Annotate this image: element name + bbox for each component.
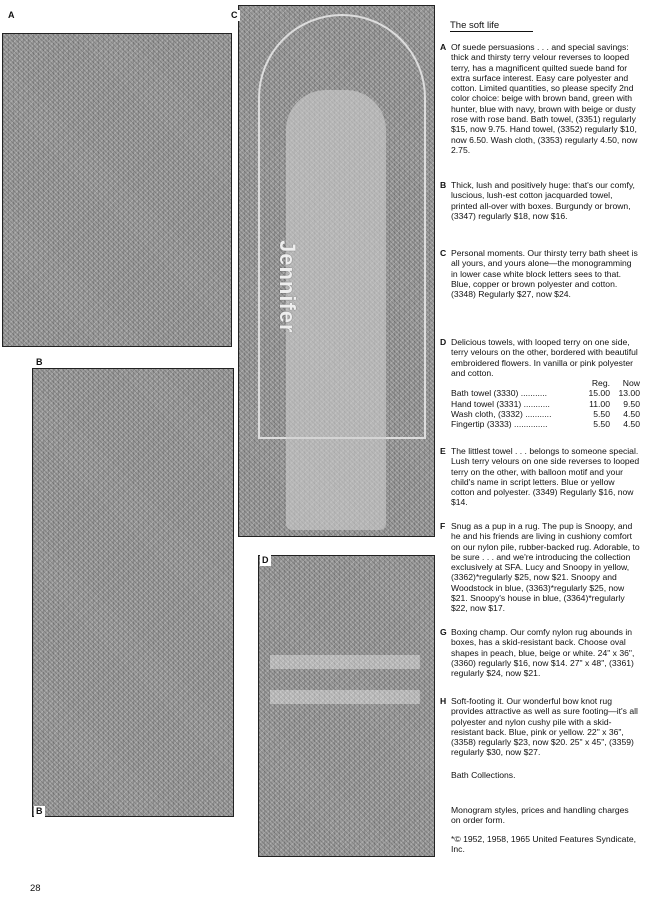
item-letter: F xyxy=(440,521,446,531)
table-row xyxy=(451,409,640,419)
price-reg: 11.00 xyxy=(589,398,610,409)
item-letter: A xyxy=(440,42,447,52)
monogram-note-text: Monogram styles, prices and handling charges on order form. xyxy=(451,805,629,826)
photo-label-b-lower: B xyxy=(36,806,43,816)
item-a xyxy=(440,42,640,155)
photo-label-a: A xyxy=(8,10,15,20)
photo-label-c: C xyxy=(231,10,238,20)
photo-b xyxy=(32,368,234,817)
price-now: 9.50 xyxy=(623,398,640,409)
item-text: Delicious towels, with looped terry on one side, terry velours on the other, bordered with beautiful embroidered flowers. In vanilla or pink polyester and cotton. xyxy=(451,337,638,378)
price-reg: 5.50 xyxy=(593,409,610,420)
item-f xyxy=(440,521,640,614)
table-row xyxy=(451,399,640,409)
item-text: Personal moments. Our thirsty terry bath sheet is all yours, and yours alone—the monogramming in lower case white block letters sees to that. Blue, copper or brown polyester and cotton. (3348) Regularly $27, now $24. xyxy=(451,248,638,300)
photo-d-rug-band-2 xyxy=(270,690,420,704)
item-d xyxy=(440,337,640,430)
price-now: 4.50 xyxy=(623,409,640,420)
copyright-text: *© 1952, 1958, 1965 United Features Syndicate, Inc. xyxy=(451,834,637,855)
table-row xyxy=(451,388,640,398)
item-text: Thick, lush and positively huge: that's our comfy, luscious, lush-est cotton jacquarded towel, printed all-over with boxes. Burgundy or brown, (3347) regularly $18, now $16. xyxy=(451,180,635,221)
item-letter: G xyxy=(440,627,447,637)
item-text: Of suede persuasions . . . and special savings: thick and thirsty terry velour reverses to looped terry, has a magnificent quilted suede band for extra surface interest. Easy care polyester and cotton. Limited quantities, so please specify 2nd color choice: beige with brown band, green with hunter, blue with navy, brown with beige or dusty rose with rose band. Bath towel, (3351) regularly $15, now 9.75. Hand towel, (3352) regularly $10, now 6.50. Wash cloth, (3353) regularly 4.50, now 2.75. xyxy=(451,42,638,155)
item-letter: E xyxy=(440,446,446,456)
section-header: The soft life xyxy=(450,20,533,31)
price-head-reg: Reg. xyxy=(591,378,610,389)
bath-collections-text: Bath Collections. xyxy=(451,770,516,780)
copyright-note xyxy=(440,834,640,855)
photo-c-figure xyxy=(286,90,386,530)
photo-a xyxy=(2,33,232,347)
price-reg: 15.00 xyxy=(588,388,610,399)
price-name: Hand towel (3331) ........... xyxy=(451,398,550,409)
item-letter: H xyxy=(440,696,447,706)
item-letter: D xyxy=(440,337,447,347)
item-text: Snug as a pup in a rug. The pup is Snoopy, and he and his friends are living in cushiony comfort on our nylon pile, rubber-backed rug. Adorable, to be sure . . . and we're introducing the collection exclusively at SFA. Lucy and Snoopy in yellow, (3362)*regularly $25, now $21. Snoopy and Woodstock in blue, (3363)*regularly $25, now $21. Snoopy's house in blue, (3364)*regularly $22, now $17. xyxy=(451,521,640,614)
price-head-now: Now xyxy=(622,378,640,389)
price-table xyxy=(451,378,640,429)
photo-label-b: B xyxy=(36,357,43,367)
bath-collections xyxy=(440,770,640,780)
price-name: Wash cloth, (3332) ........... xyxy=(451,409,552,420)
monogram-note xyxy=(440,805,640,826)
item-h xyxy=(440,696,640,758)
item-text: The littlest towel . . . belongs to someone special. Lush terry velours on one side reverses to looped terry on the other, with balloon motif and your child's name in script letters. Blue or yellow cotton and polyester. (3349) Regularly $16, now $14. xyxy=(451,446,640,508)
price-name: Bath towel (3330) ........... xyxy=(451,388,548,399)
item-text: Boxing champ. Our comfy nylon rug abounds in boxes, has a skid-resistant back. Choose oval shapes in peach, blue, beige or white. 24" x 36", (3360) regularly $16, now $14. 27" x 48", (3361) regularly $24, now $21. xyxy=(451,627,635,679)
item-e xyxy=(440,446,640,508)
page-number: 28 xyxy=(30,883,41,894)
item-c xyxy=(440,248,640,299)
price-table-head xyxy=(451,378,640,388)
price-reg: 5.50 xyxy=(593,419,610,430)
price-name: Fingertip (3333) .............. xyxy=(451,419,548,430)
photo-label-d: D xyxy=(262,555,269,565)
price-now: 4.50 xyxy=(623,419,640,430)
item-b xyxy=(440,180,640,221)
photo-d xyxy=(258,555,435,857)
item-g xyxy=(440,627,640,678)
item-letter: C xyxy=(440,248,447,258)
photo-d-rug-band-1 xyxy=(270,655,420,669)
item-letter: B xyxy=(440,180,447,190)
price-now: 13.00 xyxy=(618,388,640,399)
monogram-text: Jennifer xyxy=(275,240,300,334)
table-row xyxy=(451,419,640,429)
item-text: Soft-footing it. Our wonderful bow knot rug provides attractive as well as sure footing—it's all polyester and nylon cushy pile with a skid-resistant back. Blue, pink or yellow. 22" x 36", (3358) regularly $23, now $20. 25" x 45", (3359) regularly $30, now $27. xyxy=(451,696,638,758)
